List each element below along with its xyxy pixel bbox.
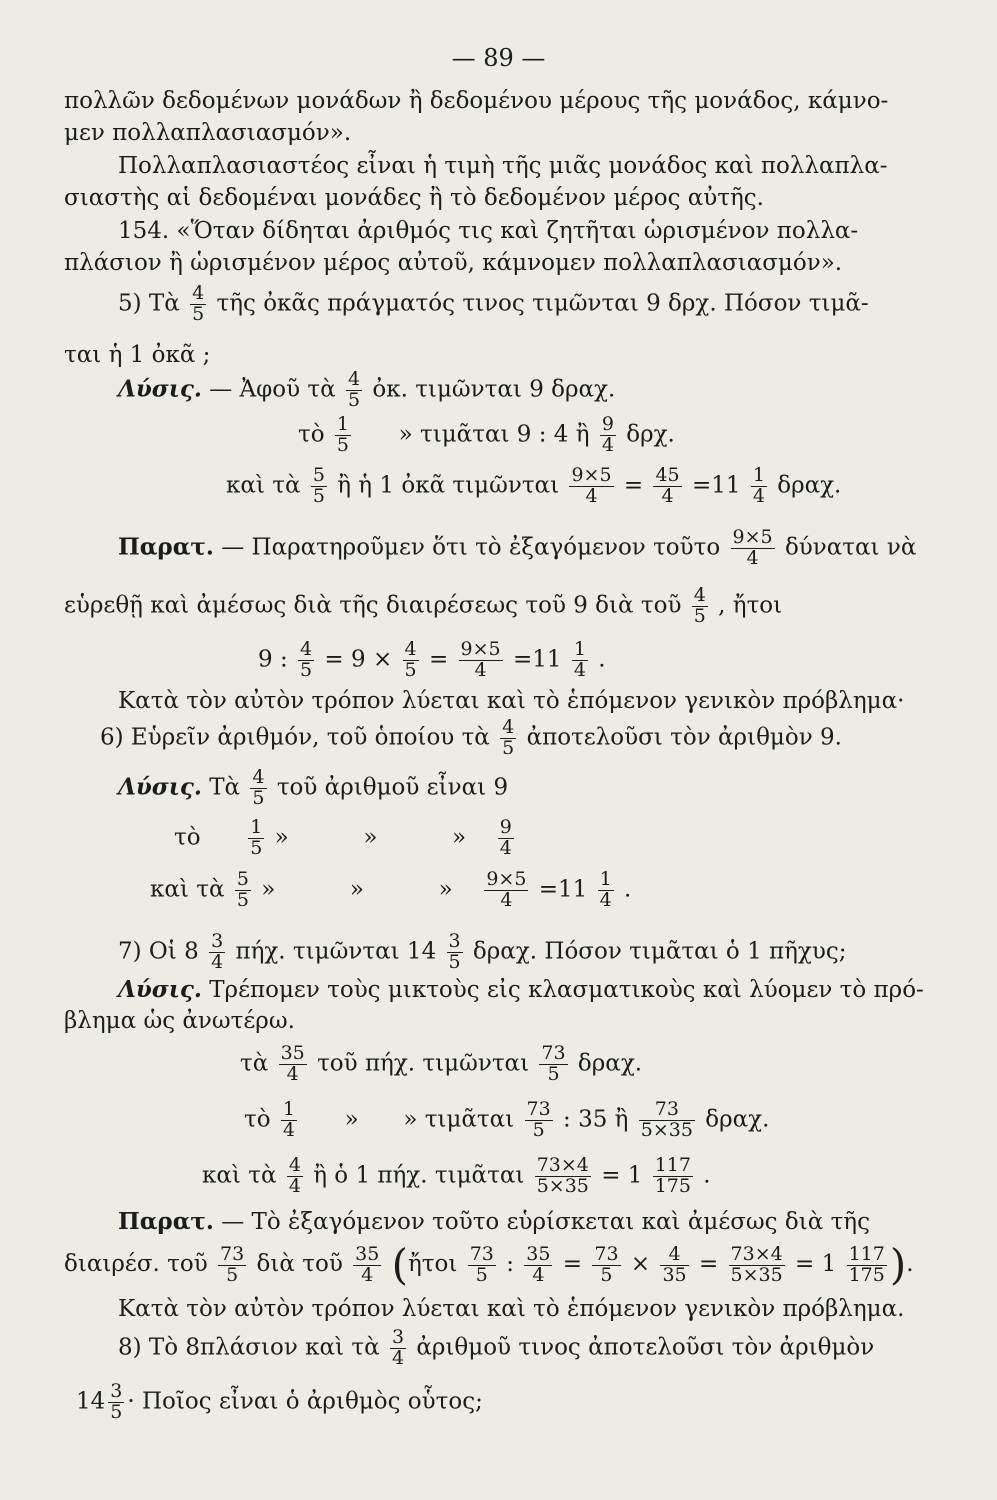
- solution-line: Λύσις. Τὰ $\frac{4}{5}$ τοῦ ἀριθμοῦ εἶναι 9: [118, 766, 509, 809]
- note-line: Παρατ. — Παρατηροῦμεν ὅτι τὸ ἐξαγόμενον τοῦτο $\frac{9\times 5}{4}$ δύναται νὰ: [118, 526, 917, 569]
- text-line: Πολλαπλασιαστέος εἶναι ἡ τιμὴ τῆς μιᾶς μονάδος καὶ πολλαπλα-: [118, 153, 888, 179]
- text-line: ται ἡ 1 ὀκᾶ ;: [64, 342, 211, 368]
- text-line: βλημα ὡς ἀνωτέρω.: [64, 1008, 295, 1034]
- note-label: Παρατ.: [118, 1208, 214, 1235]
- fraction: $\frac{45}{4}$: [655, 464, 680, 507]
- fraction: $\frac{73}{5}$: [594, 1242, 619, 1286]
- fraction: $\frac{73\times 4}{5\times 35}$: [730, 1242, 783, 1286]
- fraction: $\frac{4}{35}$: [662, 1242, 687, 1286]
- text-line: 154. «Ὅταν δίδηται ἀριθμός τις καὶ ζητῆται ὡρισμένον πολλα-: [118, 218, 859, 244]
- fraction: $\frac{4}{5}$: [347, 368, 361, 411]
- note-line: διαιρέσ. τοῦ $\frac{73}{5}$ διὰ τοῦ $\frac{35}{4}$ (ἤτοι $\frac{73}{5}$ : $\frac{35}{4}$ = $\frac{73}{5}$ × $\frac{4}{35}$ = $\frac{73\times 4}{5\times 35}$ = 1 $\frac{117}{175}$ ).: [64, 1240, 914, 1289]
- solution-line: καὶ τὰ $\frac{5}{5}$ » » » $\frac{9\times 5}{4}$ =11 $\frac{1}{4}$ .: [150, 868, 632, 911]
- fraction: $\frac{35}{4}$: [280, 1042, 305, 1085]
- solution-line: Λύσις. Τρέπομεν τοὺς μικτοὺς εἰς κλασματικοὺς καὶ λύομεν τὸ πρό-: [118, 976, 924, 1003]
- fraction: $\frac{4}{5}$: [192, 282, 205, 325]
- problem-8-statement-cont: 14 $\frac{3}{5}$ · Ποῖος εἶναι ὁ ἀριθμὸς οὗτος;: [76, 1380, 483, 1423]
- fraction: $\frac{117}{175}$: [848, 1242, 885, 1286]
- fraction: $\frac{1}{4}$: [752, 464, 765, 507]
- fraction: $\frac{3}{5}$: [448, 930, 461, 973]
- problem-8-statement: 8) Τὸ 8πλάσιον καὶ τὰ $\frac{3}{4}$ ἀριθμοῦ τινος ἀποτελοῦσι τὸν ἀριθμὸν: [118, 1326, 875, 1369]
- fraction: $\frac{9}{4}$: [499, 816, 512, 859]
- fraction: $\frac{1}{5}$: [250, 816, 263, 859]
- fraction: $\frac{4}{4}$: [288, 1154, 301, 1197]
- fraction: $\frac{4}{5}$: [252, 766, 265, 809]
- fraction: $\frac{4}{5}$: [404, 638, 417, 681]
- text-line: πλάσιον ἢ ὡρισμένον μέρος αὐτοῦ, κάμνομεν πολλαπλασιασμόν».: [64, 250, 843, 276]
- fraction: $\frac{1}{4}$: [573, 638, 586, 681]
- fraction: $\frac{9\times 5}{4}$: [486, 868, 527, 911]
- solution-line: καὶ τὰ $\frac{5}{5}$ ἢ ἡ 1 ὀκᾶ τιμῶνται $\frac{9\times 5}{4}$ = $\frac{45}{4}$ =11 $\frac{1}{4}$ δραχ.: [226, 464, 842, 507]
- solution-line: τὸ $\frac{1}{5}$ » τιμᾶται 9 : 4 ἢ $\frac{9}{4}$ δρχ.: [298, 413, 675, 456]
- fraction: $\frac{73}{5}$: [220, 1242, 245, 1286]
- problem-7-statement: 7) Οἱ 8 $\frac{3}{4}$ πήχ. τιμῶνται 14 $\frac{3}{5}$ δραχ. Πόσον τιμᾶται ὁ 1 πῆχυς;: [118, 930, 847, 973]
- solution-label: Λύσις.: [118, 375, 202, 403]
- page-number: — 89 —: [451, 44, 546, 72]
- solution-line: τὸ $\frac{1}{4}$ » » τιμᾶται $\frac{73}{5}$ : 35 ἢ $\frac{73}{5\times 35}$ δραχ.: [244, 1098, 770, 1141]
- fraction: $\frac{73}{5\times 35}$: [640, 1098, 693, 1141]
- fraction: $\frac{5}{5}$: [236, 868, 249, 911]
- equation-line: 9 : $\frac{4}{5}$ = 9 × $\frac{4}{5}$ = $\frac{9\times 5}{4}$ =11 $\frac{1}{4}$ .: [258, 638, 606, 681]
- fraction: $\frac{3}{5}$: [110, 1380, 123, 1423]
- fraction: $\frac{9}{4}$: [601, 413, 614, 456]
- fraction: $\frac{5}{5}$: [312, 464, 325, 507]
- note-line: Παρατ. — Τὸ ἐξαγόμενον τοῦτο εὑρίσκεται καὶ ἀμέσως διὰ τῆς: [118, 1208, 870, 1235]
- fraction: $\frac{1}{4}$: [282, 1098, 295, 1141]
- fraction: $\frac{73}{5}$: [541, 1042, 566, 1085]
- problem-6-statement: 6) Εὑρεῖν ἀριθμόν, τοῦ ὁποίου τὰ $\frac{4}{5}$ ἀποτελοῦσι τὸν ἀριθμὸν 9.: [100, 716, 842, 759]
- fraction: $\frac{73}{5}$: [469, 1242, 494, 1286]
- solution-line: τὸ $\frac{1}{5}$ » » » $\frac{9}{4}$: [174, 816, 512, 859]
- fraction: $\frac{9\times 5}{4}$: [460, 638, 501, 681]
- text-line: πολλῶν δεδομένων μονάδων ἢ δεδομένου μέρους τῆς μονάδος, κάμνο-: [64, 88, 889, 114]
- fraction: $\frac{73\times 4}{5\times 35}$: [536, 1154, 589, 1197]
- note-line: εὑρεθῇ καὶ ἀμέσως διὰ τῆς διαιρέσεως τοῦ 9 διὰ τοῦ $\frac{4}{5}$ , ἤτοι: [64, 584, 783, 627]
- fraction: $\frac{1}{4}$: [599, 868, 612, 911]
- fraction: $\frac{4}{5}$: [300, 638, 313, 681]
- fraction: $\frac{1}{5}$: [336, 413, 349, 456]
- solution-line: καὶ τὰ $\frac{4}{4}$ ἢ ὁ 1 πήχ. τιμᾶται $\frac{73\times 4}{5\times 35}$ = 1 $\frac{117}{175}$ .: [202, 1154, 711, 1197]
- fraction: $\frac{35}{4}$: [526, 1242, 551, 1286]
- fraction: $\frac{3}{4}$: [391, 1326, 405, 1369]
- solution-label: Λύσις.: [118, 976, 202, 1003]
- fraction: $\frac{73}{5}$: [526, 1098, 551, 1141]
- fraction: $\frac{35}{4}$: [355, 1242, 380, 1286]
- text-line: Κατὰ τὸν αὐτὸν τρόπον λύεται καὶ τὸ ἑπόμενον γενικὸν πρόβλημα.: [118, 1296, 905, 1322]
- problem-5-statement: 5) Τὰ $\frac{4}{5}$ τῆς ὀκᾶς πράγματός τινος τιμῶνται 9 δρχ. Πόσον τιμᾶ-: [118, 282, 869, 325]
- text-line: Κατὰ τὸν αὐτὸν τρόπον λύεται καὶ τὸ ἑπόμενον γενικὸν πρόβλημα·: [118, 688, 905, 714]
- note-label: Παρατ.: [118, 533, 214, 561]
- fraction: $\frac{3}{4}$: [211, 930, 224, 973]
- fraction: $\frac{9\times 5}{4}$: [571, 464, 612, 507]
- solution-label: Λύσις.: [118, 773, 202, 801]
- solution-line: Λύσις. — Ἀφοῦ τὰ $\frac{4}{5}$ ὀκ. τιμῶνται 9 δραχ.: [118, 368, 616, 411]
- fraction: $\frac{9\times 5}{4}$: [732, 526, 773, 569]
- fraction: $\frac{4}{5}$: [693, 584, 706, 627]
- text-line: σιαστὴς αἱ δεδομέναι μονάδες ἢ τὸ δεδομένον μέρος αὐτῆς.: [64, 185, 764, 211]
- solution-line: τὰ $\frac{35}{4}$ τοῦ πήχ. τιμῶνται $\frac{73}{5}$ δραχ.: [240, 1042, 643, 1085]
- fraction: $\frac{117}{175}$: [654, 1154, 691, 1197]
- fraction: $\frac{4}{5}$: [502, 716, 515, 759]
- text-line: μεν πολλαπλασιασμόν».: [64, 120, 352, 146]
